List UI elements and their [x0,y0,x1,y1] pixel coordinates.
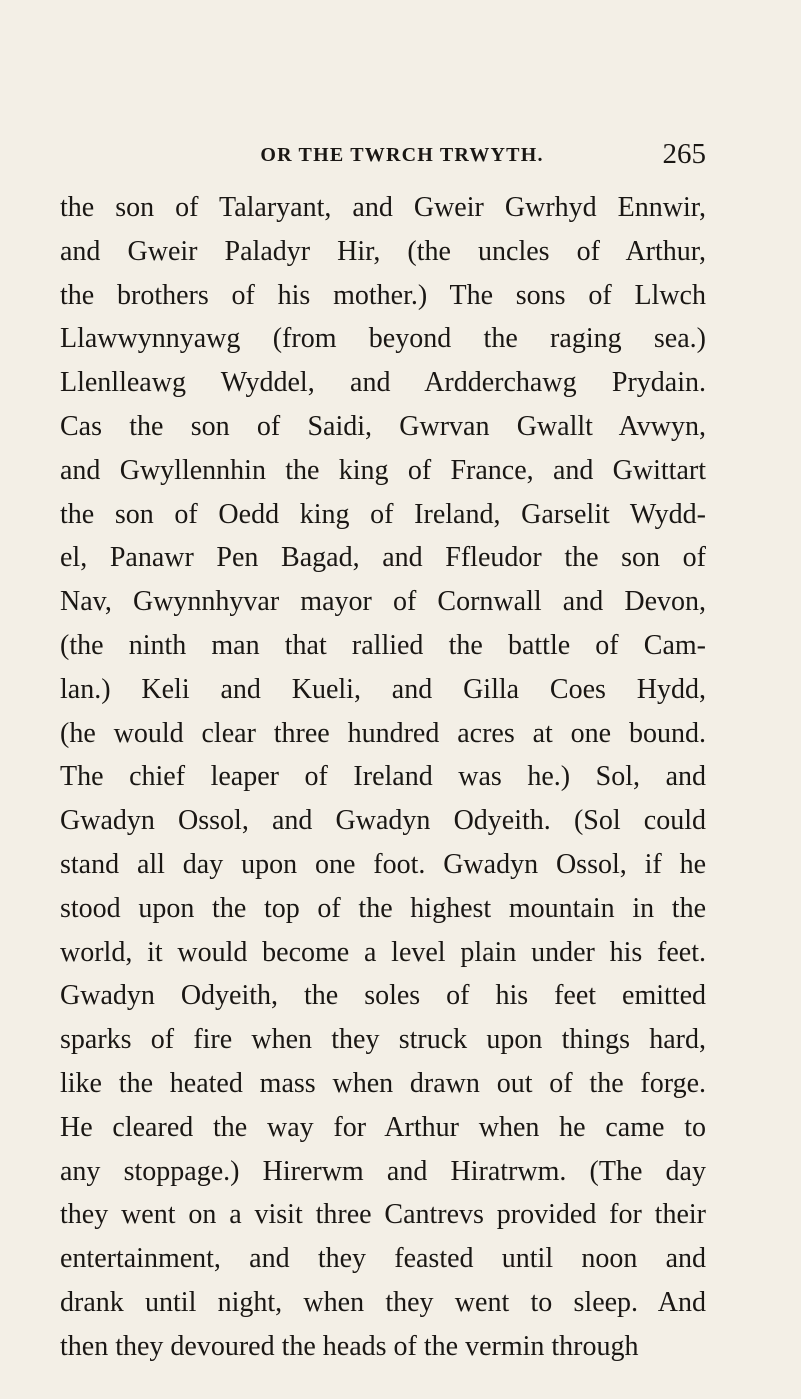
text-line: el, Panawr Pen Bagad, and Ffleudor the son of [60,542,706,574]
body-text [60,186,706,1369]
text-line: Gwadyn Ossol, and Gwadyn Odyeith. (Sol could [60,805,706,837]
text-line: (the ninth man that rallied the battle of Cam- [60,629,706,661]
text-line: Cas the son of Saidi, Gwrvan Gwallt Avwyn, [60,410,706,442]
text-line: Nav, Gwynnhyvar mayor of Cornwall and Devon, [60,586,706,618]
text-line: He cleared the way for Arthur when he came to [60,1111,706,1143]
text-line: and Gwyllennhin the king of France, and Gwittart [60,454,706,486]
text-line: Llawwynnyawg (from beyond the raging sea.) [60,323,706,355]
text-line: stand all day upon one foot. Gwadyn Ossol, if he [60,848,706,880]
text-line: like the heated mass when drawn out of the forge. [60,1067,706,1099]
page-header [60,138,706,174]
text-line: lan.) Keli and Kueli, and Gilla Coes Hydd, [60,673,706,705]
text-line: (he would clear three hundred acres at one bound. [60,717,706,749]
text-line: the son of Oedd king of Ireland, Garselit Wydd- [60,498,706,530]
text-line: The chief leaper of Ireland was he.) Sol, and [60,761,706,793]
text-line: sparks of fire when they struck upon things hard, [60,1024,706,1056]
text-line: then they devoured the heads of the vermin through [60,1330,639,1362]
running-head: OR THE TWRCH TRWYTH. [260,144,544,166]
text-line: entertainment, and they feasted until noon and [60,1243,706,1275]
text-line: drank until night, when they went to sleep. And [60,1286,706,1318]
text-line: Gwadyn Odyeith, the soles of his feet emitted [60,980,706,1012]
text-line: any stoppage.) Hirerwm and Hiratrwm. (The day [60,1155,706,1187]
text-line: and Gweir Paladyr Hir, (the uncles of Arthur, [60,235,706,267]
page-number: 265 [662,138,706,170]
text-line: they went on a visit three Cantrevs provided for their [60,1199,706,1231]
text-line: the son of Talaryant, and Gweir Gwrhyd Ennwir, [60,192,706,223]
text-line: world, it would become a level plain under his feet. [60,936,706,968]
text-line: stood upon the top of the highest mountain in the [60,892,706,924]
text-line: Llenlleawg Wyddel, and Ardderchawg Prydain. [60,367,706,399]
text-line: the brothers of his mother.) The sons of Llwch [60,279,706,311]
